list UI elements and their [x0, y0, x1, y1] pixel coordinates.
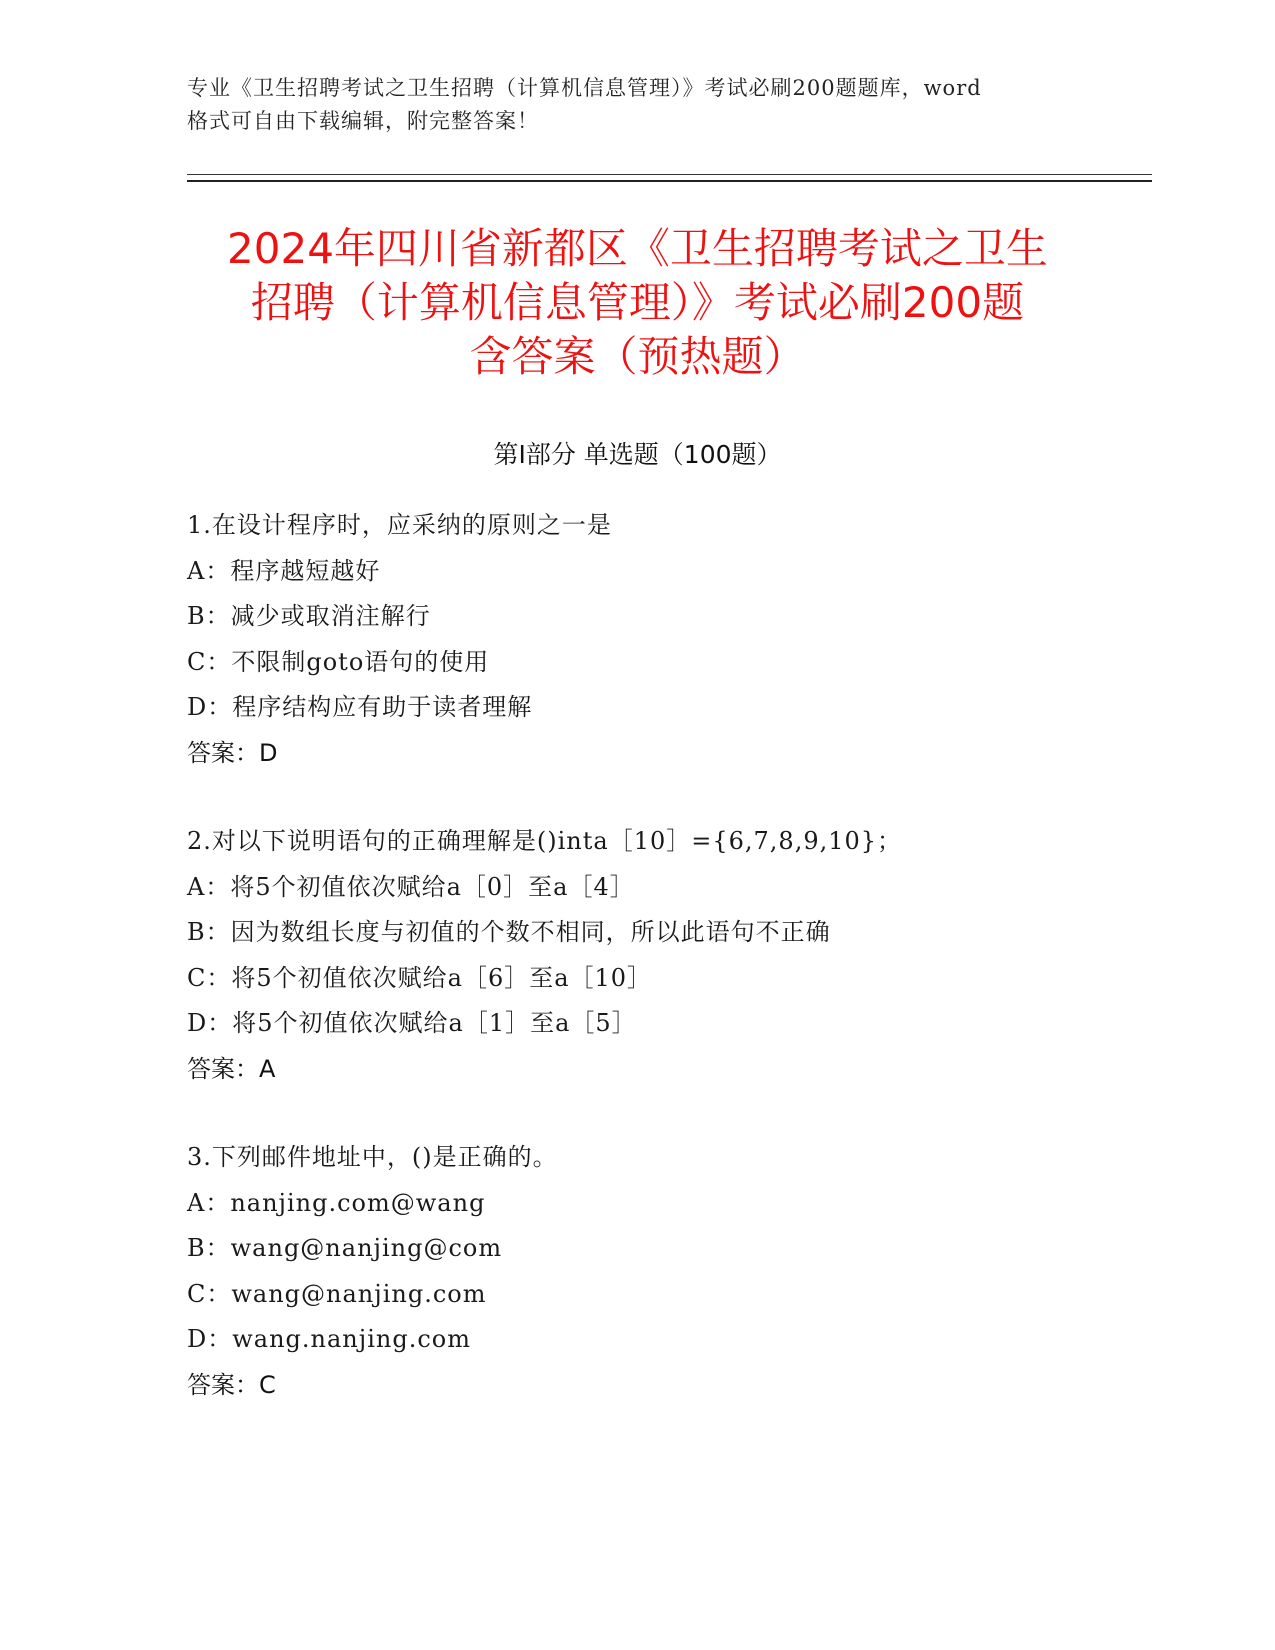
option-d: D：将5个初值依次赋给a［1］至a［5］ [187, 1009, 637, 1037]
answer: 答案：A [187, 1054, 276, 1083]
document-title [150, 222, 1125, 384]
question-1 [187, 503, 1187, 776]
document-title-line-1: 2024年四川省新都区《卫生招聘考试之卫生 [227, 224, 1048, 273]
question-stem: 1.在设计程序时，应采纳的原则之一是 [187, 511, 612, 539]
question-3 [187, 1135, 1187, 1408]
option-c: C：wang@nanjing.com [187, 1279, 487, 1308]
header-note [187, 72, 1087, 138]
option-a: A：nanjing.com@wang [187, 1188, 486, 1217]
option-b: B：因为数组长度与初值的个数不相同，所以此语句不正确 [187, 918, 831, 946]
question-2 [187, 819, 1187, 1092]
header-divider-thick [187, 180, 1152, 182]
answer: 答案：D [187, 738, 278, 767]
answer: 答案：C [187, 1370, 276, 1399]
section-title: 第Ⅰ部分 单选题（100题） [493, 440, 782, 469]
header-note-line-2: 格式可自由下载编辑，附完整答案！ [187, 109, 539, 133]
question-stem: 2.对以下说明语句的正确理解是()inta［10］={6,7,8,9,10}； [187, 827, 903, 855]
option-b: B：wang@nanjing@com [187, 1234, 503, 1262]
document-title-line-2: 招聘（计算机信息管理）》考试必刷200题 [250, 278, 1025, 327]
option-c: C：将5个初值依次赋给a［6］至a［10］ [187, 963, 653, 992]
option-a: A：程序越短越好 [187, 556, 381, 585]
option-d: D：wang.nanjing.com [187, 1325, 471, 1353]
option-d: D：程序结构应有助于读者理解 [187, 693, 533, 721]
option-c: C：不限制goto语句的使用 [187, 647, 490, 676]
document-title-line-3: 含答案（预热题） [469, 332, 806, 381]
header-note-line-1: 专业《卫生招聘考试之卫生招聘（计算机信息管理）》考试必刷200题题库，word [187, 76, 982, 100]
option-a: A：将5个初值依次赋给a［0］至a［4］ [187, 872, 635, 901]
option-b: B：减少或取消注解行 [187, 602, 431, 630]
question-stem: 3.下列邮件地址中，()是正确的。 [187, 1143, 558, 1171]
header-divider-thin [187, 174, 1152, 175]
